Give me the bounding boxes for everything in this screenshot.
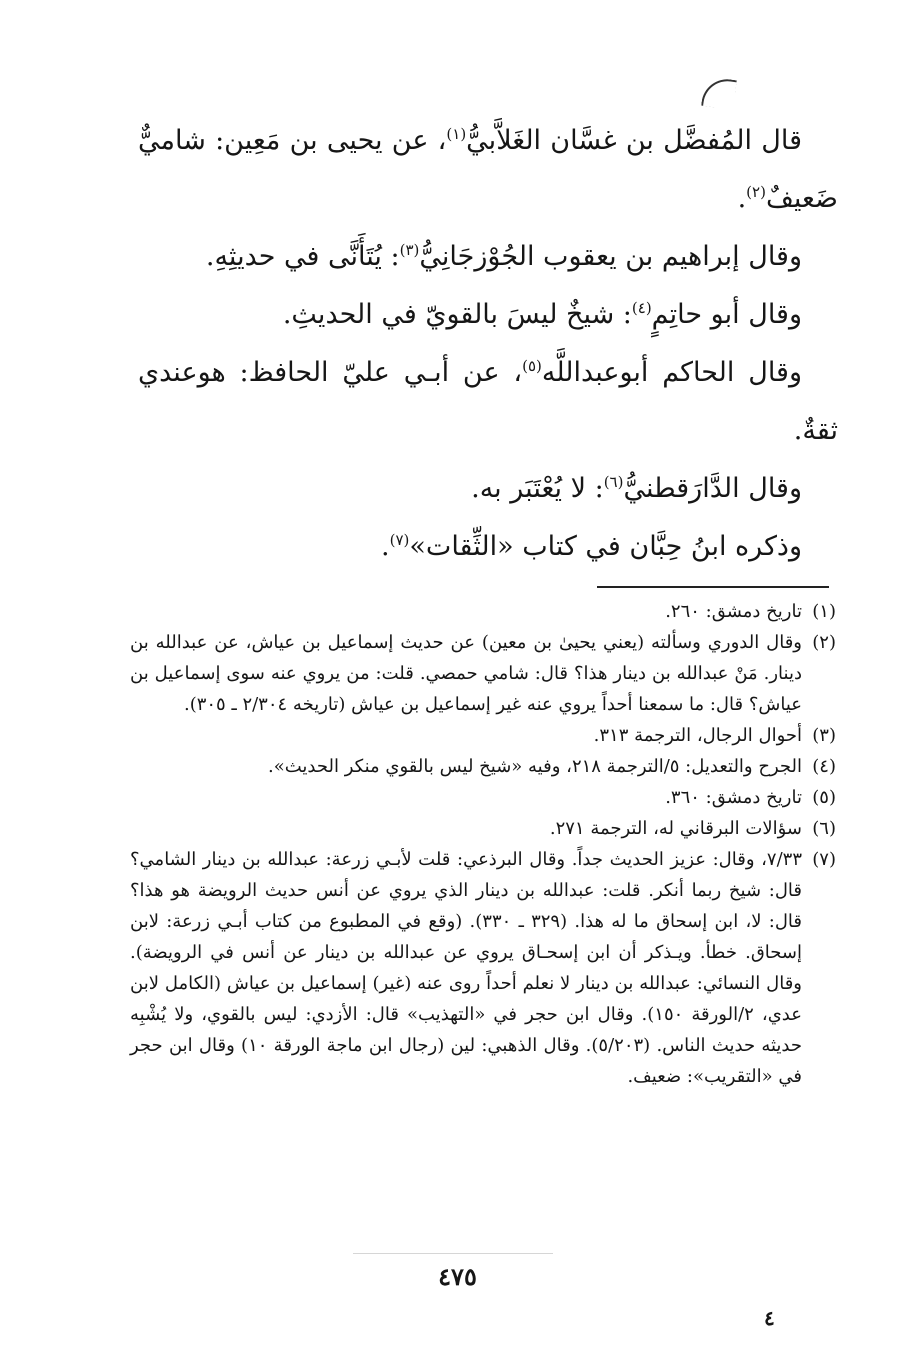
footnote-ref[interactable]: (٣) — [399, 241, 420, 259]
paragraph-text: وقال الدَّارَقطنيُّ — [623, 473, 802, 504]
main-paragraph-3 — [138, 286, 838, 344]
paragraph-text: وقال الحاكم أبوعبداللَّه — [541, 357, 802, 388]
page-number: ٤٧٥ — [438, 1262, 477, 1291]
signature-mark: ٤ — [764, 1306, 775, 1330]
footnote-ref[interactable]: (٦) — [603, 473, 624, 491]
footnote-ref[interactable]: (٢) — [746, 183, 766, 201]
footnote-number: (٤) — [812, 756, 836, 777]
main-text-body — [138, 112, 838, 576]
main-paragraph-6 — [138, 518, 838, 576]
paragraph-text: . — [737, 183, 747, 214]
footnote-6 — [130, 813, 836, 844]
footnote-1 — [130, 596, 836, 627]
footnote-2 — [130, 627, 836, 720]
main-paragraph-5 — [138, 460, 838, 518]
paragraph-text: ، عن يحيى بن مَعِين: شاميٌّ ضَعيفٌ — [138, 125, 838, 214]
main-paragraph-2 — [138, 228, 838, 286]
footnote-divider — [597, 586, 829, 588]
footnote-7 — [130, 844, 836, 1092]
footnote-text: أحوال الرجال، الترجمة ٣١٣. — [593, 725, 802, 746]
main-paragraph-4 — [138, 344, 838, 460]
footnotes-section — [130, 596, 836, 1092]
footnote-4 — [130, 751, 836, 782]
paragraph-text: وقال أبو حاتِمٍ — [651, 299, 802, 330]
footnote-text: تاريخ دمشق: ٣٦٠. — [665, 787, 802, 808]
footnote-text: تاريخ دمشق: ٢٦٠. — [665, 601, 802, 622]
paragraph-text: : يُتَأَنَّى في حديثِهِ. — [205, 241, 400, 272]
paragraph-text: وقال إبراهيم بن يعقوب الجُوْزجَانِيُّ — [419, 241, 802, 272]
footnote-text: سؤالات البرقاني له، الترجمة ٢٧١. — [549, 818, 802, 839]
footnote-number: (٣) — [812, 725, 836, 746]
footnote-ref[interactable]: (١) — [446, 125, 467, 143]
page-footer-rule — [353, 1253, 553, 1254]
footnote-ref[interactable]: (٧) — [389, 531, 410, 549]
paragraph-text: : لا يُعْتَبَر به. — [471, 473, 604, 504]
footnote-text: الجرح والتعديل: ٥/الترجمة ٢١٨، وفيه «شيخ ليس بالقوي منكر الحديث». — [268, 756, 802, 777]
paragraph-text: ، عن أبـي عليّ الحافظ: هوعندي ثقةٌ. — [138, 357, 838, 446]
footnote-text: ٧/٣٣، وقال: عزيز الحديث جداً. وقال البرذعي: قلت لأبـي زرعة: عبدالله بن دينار الشامي؟ قال: شيخ ربما أنكر. قلت: عبدالله بن دينار الذي يروي عن أنس حديث الرويضة هو هذا؟ قال: لا، ابن إسحاق ما له هذا. (٣٢٩ ـ ٣٣٠). (وقع في المطبوع من كتاب أبـي زرعة: لابن إسحاق. خطأ. ويـذكر أن ابن إسحـاق يروي عن عبدالله بن دينار عن أنس في الرويضة). وقال النسائي: عبدالله بن دينار لا نعلم أحداً روى عنه (غير) إسماعيل بن عياش (الكامل لابن عدي، ٢/الورقة ١٥٠). وقال ابن حجر في «التهذيب» قال: الأزدي: ليس بالقوي، ولا يُشْبِه حديثه حديث الناس. (٥/٢٠٣). وقال الذهبي: لين (رجال ابن ماجة الورقة ١٠) وقال ابن حجر في «التقريب»: ضعيف. — [130, 849, 803, 1087]
footnote-3 — [130, 720, 836, 751]
paragraph-text: . — [381, 531, 390, 562]
footnote-number: (٢) — [812, 632, 836, 653]
paragraph-text: قال المُفضَّل بن غسَّان الغَلاَّبيُّ — [466, 125, 802, 156]
footnote-number: (٦) — [812, 818, 836, 839]
main-paragraph-1 — [138, 112, 838, 228]
footnote-ref[interactable]: (٤) — [631, 299, 652, 317]
footnote-text: وقال الدوري وسألته (يعني يحيىٰ بن معين) عن حديث إسماعيل بن عياش، عن عبدالله بن دينار. مَنْ عبدالله بن دينار هذا؟ قال: شامي حمصي. قلت: من يروي عنه سوى إسماعيل بن عياش؟ قال: ما سمعنا أحداً يروي عنه غير إسماعيل بن عياش (تاريخه ٢/٣٠٤ ـ ٣٠٥). — [130, 632, 802, 715]
paragraph-text: : شيخٌ ليسَ بالقويّ في الحديثِ. — [282, 299, 632, 330]
paragraph-text: وذكره ابنُ حِبَّان في كتاب «الثِّقات» — [409, 531, 802, 562]
footnote-5 — [130, 782, 836, 813]
corner-pen-mark — [701, 76, 737, 110]
footnote-number: (٧) — [812, 849, 836, 870]
footnote-number: (٥) — [812, 787, 836, 808]
footnote-ref[interactable]: (٥) — [522, 357, 542, 375]
footnote-number: (١) — [812, 601, 836, 622]
